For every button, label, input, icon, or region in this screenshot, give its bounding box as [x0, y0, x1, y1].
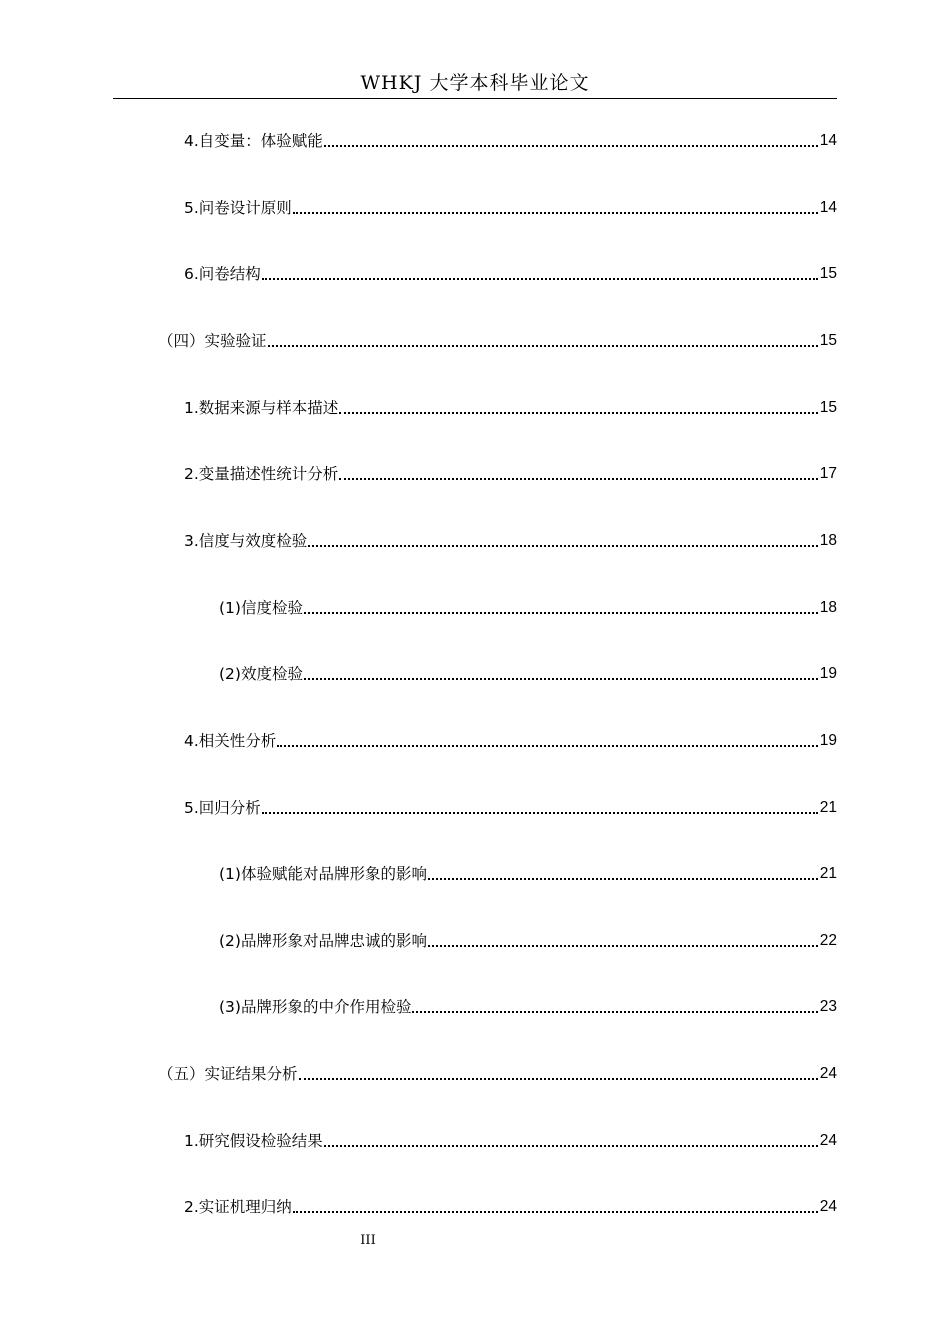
toc-entry-label: (1)信度检验	[219, 599, 303, 617]
toc-entry-page: 24	[819, 1065, 837, 1082]
toc-leader-dots	[293, 1211, 818, 1213]
toc-entry-page: 14	[819, 132, 837, 149]
toc-entry-label: 1.数据来源与样本描述	[184, 399, 339, 417]
toc-leader-dots	[324, 1145, 818, 1147]
toc-entry-page: 21	[819, 865, 837, 882]
toc-leader-dots	[293, 212, 818, 214]
toc-entry-label: 4.相关性分析	[184, 732, 277, 750]
toc-entry-label: (3)品牌形象的中介作用检验	[219, 998, 412, 1016]
toc-entry-label: 4.自变量：体验赋能	[184, 132, 323, 150]
toc-entry[interactable]	[184, 727, 837, 751]
toc-entry-label: (2)品牌形象对品牌忠诚的影响	[219, 932, 427, 950]
toc-entry-page: 18	[819, 599, 837, 616]
toc-entry[interactable]	[219, 594, 837, 618]
page-number: III	[360, 1233, 376, 1248]
toc-entry-page: 14	[819, 199, 837, 216]
toc-entry-label: 6.问卷结构	[184, 265, 261, 283]
toc-entry-page: 15	[819, 399, 837, 416]
toc-leader-dots	[304, 678, 818, 680]
toc-entry[interactable]	[184, 260, 837, 284]
toc-entry[interactable]	[219, 993, 837, 1017]
toc-leader-dots	[428, 878, 818, 880]
toc-entry[interactable]	[184, 127, 837, 151]
toc-entry[interactable]	[184, 460, 837, 484]
toc-entry-label: （五）实证结果分析	[158, 1065, 298, 1083]
toc-leader-dots	[308, 545, 817, 547]
toc-entry-page: 15	[819, 265, 837, 282]
toc-leader-dots	[262, 812, 818, 814]
toc-entry-page: 17	[819, 465, 837, 482]
toc-entry[interactable]	[158, 1060, 837, 1084]
toc-entry-label: 2.变量描述性统计分析	[184, 465, 339, 483]
toc-leader-dots	[428, 945, 818, 947]
toc-entry-label: (1)体验赋能对品牌形象的影响	[219, 865, 427, 883]
toc-leader-dots	[262, 278, 818, 280]
toc-entry-page: 24	[819, 1198, 837, 1215]
toc-entry[interactable]	[184, 194, 837, 218]
toc-entry-page: 21	[819, 799, 837, 816]
toc-leader-dots	[324, 145, 818, 147]
toc-entry[interactable]	[158, 327, 837, 351]
toc-entry-page: 22	[819, 932, 837, 949]
toc-entry-page: 15	[819, 332, 837, 349]
toc-entry[interactable]	[219, 927, 837, 951]
toc-leader-dots	[339, 478, 817, 480]
toc-entry-label: 5.问卷设计原则	[184, 199, 292, 217]
toc-entry-page: 19	[819, 732, 837, 749]
toc-entry-label: （四）实验验证	[158, 332, 267, 350]
toc-entry-label: 5.回归分析	[184, 799, 261, 817]
header-title: WHKJ 大学本科毕业论文	[360, 72, 590, 94]
toc-entry[interactable]	[184, 794, 837, 818]
toc-entry-page: 23	[819, 998, 837, 1015]
toc-leader-dots	[299, 1078, 818, 1080]
toc-entry-label: 2.实证机理归纳	[184, 1198, 292, 1216]
toc-entry-label: (2)效度检验	[219, 665, 303, 683]
toc-leader-dots	[339, 412, 817, 414]
toc-entry[interactable]	[184, 394, 837, 418]
toc-entry[interactable]	[184, 1127, 837, 1151]
toc-entry[interactable]	[184, 1193, 837, 1217]
toc-entry-label: 3.信度与效度检验	[184, 532, 308, 550]
toc-leader-dots	[277, 745, 817, 747]
toc-entry-page: 24	[819, 1132, 837, 1149]
toc-entry[interactable]	[219, 860, 837, 884]
toc-leader-dots	[304, 612, 818, 614]
toc-leader-dots	[268, 345, 818, 347]
toc-entry-label: 1.研究假设检验结果	[184, 1132, 323, 1150]
toc-entry-page: 19	[819, 665, 837, 682]
toc-entry-page: 18	[819, 532, 837, 549]
toc-entry[interactable]	[219, 660, 837, 684]
toc-entry[interactable]	[184, 527, 837, 551]
toc-leader-dots	[412, 1011, 817, 1013]
